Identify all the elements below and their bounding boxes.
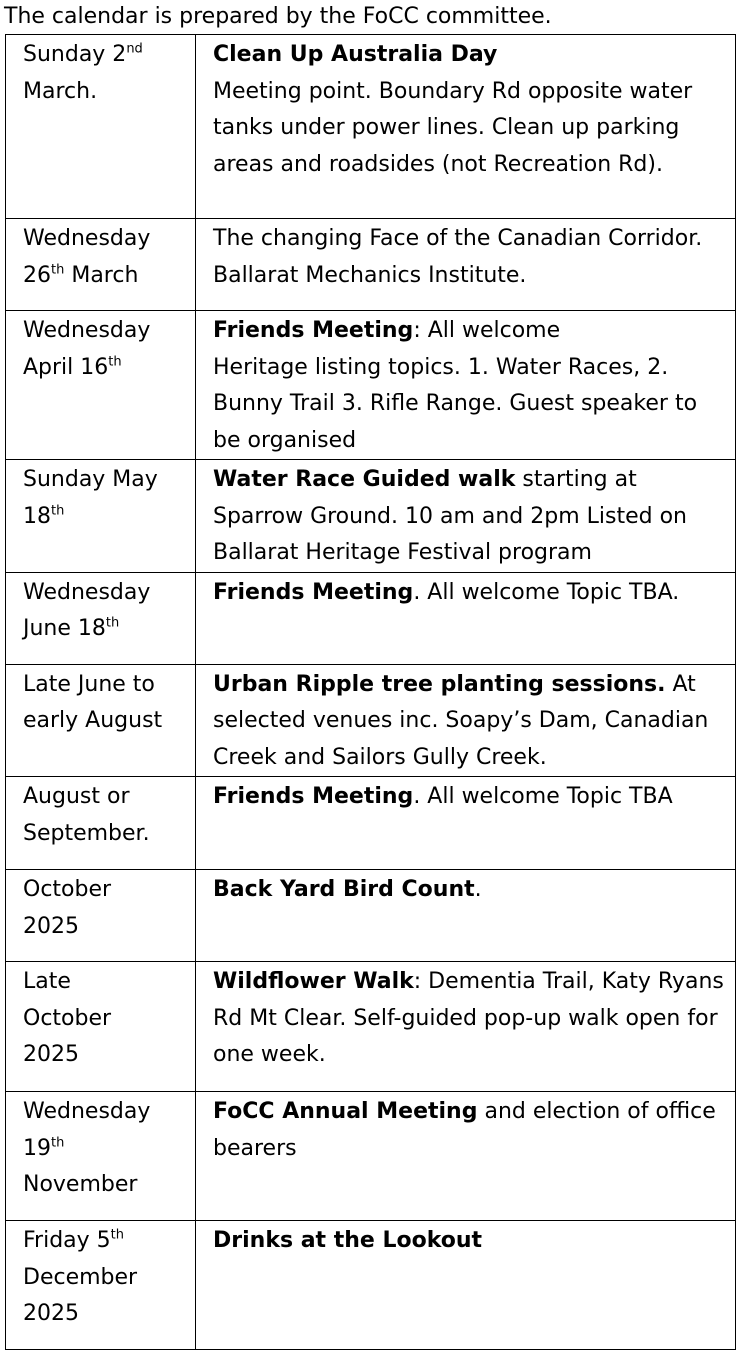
date-text: April 16 [23,354,109,380]
date-text: August or [23,784,130,809]
event-title: Friends Meeting [213,318,414,343]
event-title: FoCC Annual Meeting [213,1099,478,1124]
description-text: At selected venues inc. Soapy’s Dam, Canadian Creek and Sailors Gully Creek. [213,671,709,770]
event-date [6,311,196,460]
event-row [6,311,736,460]
event-description [196,35,736,219]
ordinal-suffix: th [108,354,122,370]
event-title: Back Yard Bird Count [213,877,475,902]
event-title: Water Race Guided walk [213,467,516,492]
event-title: Wildflower Walk [213,969,414,994]
event-date [6,460,196,573]
event-date [6,219,196,311]
event-date [6,1092,196,1221]
event-description [196,664,736,777]
date-text: Sunday 2 [23,42,127,67]
ordinal-suffix: nd [126,41,143,57]
ordinal-suffix: th [105,615,120,631]
event-row [6,664,736,777]
date-text: Wednesday [23,1099,151,1124]
date-text: Late June to [23,671,155,697]
event-description [196,219,736,311]
event-title: Drinks at the Lookout [213,1228,483,1253]
event-date [6,572,196,664]
description-text: The changing Face of the Canadian Corridor. Ballarat Mechanics Institute. [213,226,703,288]
description-text: : All welcome [413,318,561,343]
calendar-intro: The calendar is prepared by the FoCC committee. [4,4,552,29]
event-date [6,870,196,962]
event-title: Friends Meeting [213,579,414,605]
date-text: June 18 [23,616,106,641]
events-calendar-table [5,34,736,1350]
event-row [6,870,736,962]
event-title: Clean Up Australia Day [213,42,498,67]
event-date [6,1221,196,1350]
date-text: Wednesday [23,226,151,251]
event-row [6,460,736,573]
event-description [196,311,736,460]
description-text: and election of office bearers [213,1099,716,1161]
date-text: October [23,1005,112,1031]
event-title: Urban Ripple tree planting sessions. [213,671,666,697]
date-text: 18 [23,503,51,529]
event-date [6,664,196,777]
date-text: 2025 [23,913,79,939]
description-text: . All welcome Topic TBA. [413,579,680,605]
date-text: September. [23,820,150,846]
date-text: November [23,1172,138,1197]
event-description [196,1092,736,1221]
ordinal-suffix: th [110,1227,125,1243]
event-date [6,962,196,1092]
date-text: 2025 [23,1042,79,1067]
description-text: Meeting point. Boundary Rd opposite water tanks under power lines. Clean up parking areas and roadsides (not Recreation Rd). [213,78,693,177]
event-description [196,962,736,1092]
date-text: 2025 [23,1301,79,1326]
event-date [6,777,196,870]
date-text: 26 [23,262,51,288]
event-description [196,870,736,962]
description-text: . All welcome Topic TBA [413,784,673,809]
ordinal-suffix: th [51,262,65,278]
event-row [6,962,736,1092]
event-description [196,1221,736,1350]
event-date [6,35,196,219]
event-description [196,572,736,664]
ordinal-suffix: th [51,1135,65,1151]
event-title: Friends Meeting [213,784,414,809]
date-text: Late [23,969,71,994]
date-text: 19 [23,1135,51,1161]
date-text: October [23,877,112,902]
event-row [6,777,736,870]
date-text: March [64,262,139,288]
date-text: early August [23,708,163,733]
date-text: Wednesday [23,579,151,605]
event-row [6,572,736,664]
date-text: Sunday May [23,467,158,492]
event-row [6,1092,736,1221]
date-text: December [23,1264,138,1290]
event-row [6,1221,736,1350]
description-text: . [474,877,482,902]
ordinal-suffix: th [51,503,65,519]
date-text: March. [23,78,98,104]
description-text: starting at Sparrow Ground. 10 am and 2pm Listed on Ballarat Heritage Festival program [213,467,687,565]
date-text: Wednesday [23,318,151,343]
event-description [196,777,736,870]
event-row [6,35,736,219]
description-text: : Dementia Trail, Katy Ryans Rd Mt Clear. Self-guided pop-up walk open for one week. [213,969,724,1067]
event-row [6,219,736,311]
event-description [196,460,736,573]
date-text: Friday 5 [23,1228,111,1253]
description-text: Heritage listing topics. 1. Water Races, 2. Bunny Trail 3. Rifle Range. Guest speaker to be organised [213,354,698,453]
